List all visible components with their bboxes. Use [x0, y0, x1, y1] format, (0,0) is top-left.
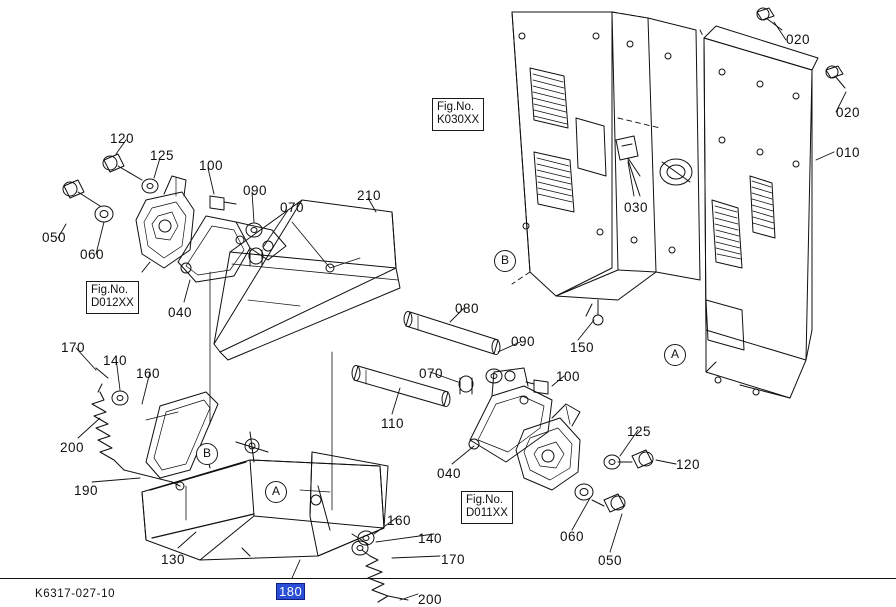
part-label-200-left[interactable]: 200 — [60, 440, 85, 455]
part-label-080[interactable]: 080 — [455, 301, 480, 316]
lower-right-spring — [352, 534, 408, 602]
part-label-170-right[interactable]: 170 — [441, 552, 466, 567]
fig-ref-d011xx-line1: Fig.No. — [466, 494, 504, 506]
part-label-160-left[interactable]: 160 — [136, 366, 161, 381]
part-label-090-mid[interactable]: 090 — [511, 334, 536, 349]
part-label-030[interactable]: 030 — [624, 200, 649, 215]
part-label-140-right[interactable]: 140 — [418, 531, 443, 546]
footer-divider — [0, 578, 896, 579]
part-label-180-selected[interactable]: 180 — [276, 583, 305, 600]
part-label-110[interactable]: 110 — [381, 416, 405, 431]
right-panel-group — [704, 8, 845, 398]
part-label-125-right[interactable]: 125 — [627, 424, 652, 439]
fig-ref-k030xx-line2: K030XX — [437, 114, 480, 126]
upper-middle-panel-group — [512, 12, 700, 325]
part-label-060-left[interactable]: 060 — [80, 247, 105, 262]
fig-ref-k030xx[interactable] — [432, 98, 484, 131]
fig-ref-k030xx-line1: Fig.No. — [437, 101, 475, 113]
part-label-140-left[interactable]: 140 — [103, 353, 128, 368]
part-label-070-mid[interactable]: 070 — [419, 366, 444, 381]
fig-ref-d012xx[interactable] — [86, 281, 139, 314]
part-label-100-mid[interactable]: 100 — [556, 369, 581, 384]
callout-circle-a-left[interactable]: A — [265, 481, 287, 503]
part-label-120-right[interactable]: 120 — [676, 457, 701, 472]
lower-left-frame — [92, 368, 388, 560]
part-label-040-left[interactable]: 040 — [168, 305, 193, 320]
callout-circle-b-left[interactable]: B — [196, 443, 218, 465]
part-label-170-left[interactable]: 170 — [61, 340, 86, 355]
part-label-130[interactable]: 130 — [161, 552, 186, 567]
center-chute-210 — [214, 200, 400, 360]
upper-left-bracket-assembly — [63, 154, 286, 282]
drawing-code: K6317-027-10 — [35, 588, 116, 600]
part-label-190[interactable]: 190 — [74, 483, 99, 498]
part-label-090-left[interactable]: 090 — [243, 183, 268, 198]
part-label-060-right[interactable]: 060 — [560, 529, 585, 544]
callout-circle-b-top[interactable]: B — [494, 250, 516, 272]
part-label-010[interactable]: 010 — [836, 145, 861, 160]
part-label-070-left[interactable]: 070 — [280, 200, 305, 215]
part-label-020-top[interactable]: 020 — [786, 32, 811, 47]
part-label-160-right[interactable]: 160 — [387, 513, 412, 528]
part-label-100-left[interactable]: 100 — [199, 158, 224, 173]
fig-ref-d012xx-line1: Fig.No. — [91, 284, 129, 296]
part-label-050-left[interactable]: 050 — [42, 230, 67, 245]
part-label-040-right[interactable]: 040 — [437, 466, 462, 481]
fig-ref-d011xx[interactable] — [461, 491, 513, 524]
part-label-125-left[interactable]: 125 — [150, 148, 175, 163]
callout-circle-a-right[interactable]: A — [664, 344, 686, 366]
fig-ref-d011xx-line2: D011XX — [466, 507, 508, 519]
part-label-210[interactable]: 210 — [357, 188, 382, 203]
part-label-020-second[interactable]: 020 — [836, 105, 861, 120]
shafts — [352, 312, 500, 407]
part-label-120-left[interactable]: 120 — [110, 131, 135, 146]
fig-ref-d012xx-line2: D012XX — [91, 297, 134, 309]
part-label-150[interactable]: 150 — [570, 340, 595, 355]
part-label-200-right[interactable]: 200 — [418, 592, 443, 607]
part-label-050-right[interactable]: 050 — [598, 553, 623, 568]
